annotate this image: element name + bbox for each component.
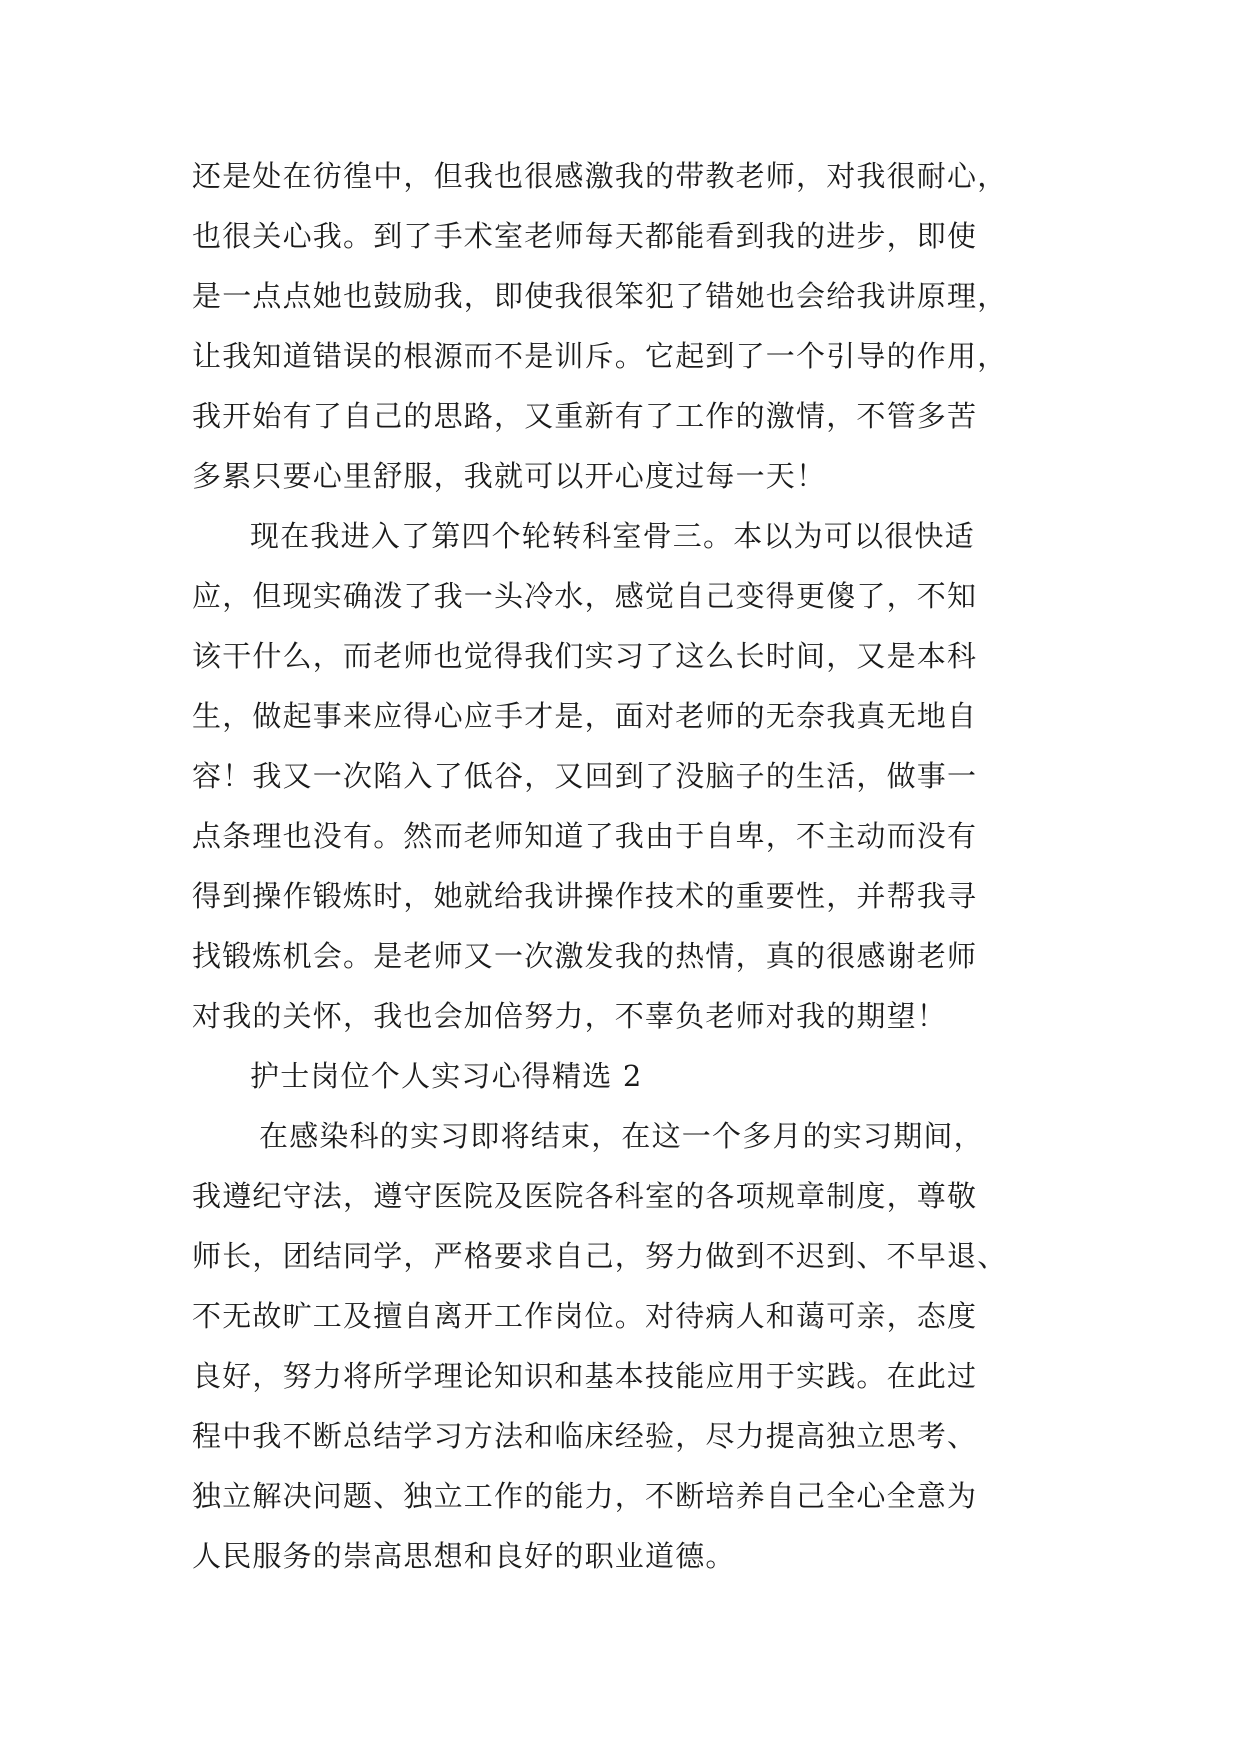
body-text: [192, 156, 1092, 1596]
text-line: 该干什么，而老师也觉得我们实习了这么长时间，又是本科: [192, 639, 978, 673]
text-line: 良好，努力将所学理论知识和基本技能应用于实践。在此过: [192, 1359, 978, 1393]
text-line: 对我的关怀，我也会加倍努力，不辜负老师对我的期望！: [192, 999, 948, 1033]
text-line: 应，但现实确泼了我一头冷水，感觉自己变得更傻了，不知: [192, 579, 978, 613]
section-heading: 护士岗位个人实习心得精选 2: [250, 1059, 643, 1093]
text-line: 师长，团结同学，严格要求自己，努力做到不迟到、不早退、: [192, 1239, 1008, 1273]
text-line: 多累只要心里舒服，我就可以开心度过每一天！: [192, 459, 827, 493]
text-line: 找锻炼机会。是老师又一次激发我的热情，真的很感谢老师: [192, 939, 978, 973]
text-line: 点条理也没有。然而老师知道了我由于自卑，不主动而没有: [192, 819, 978, 853]
text-line: 人民服务的崇高思想和良好的职业道德。: [192, 1539, 736, 1573]
text-line: 我开始有了自己的思路，又重新有了工作的激情，不管多苦: [192, 399, 978, 433]
text-line: 我遵纪守法，遵守医院及医院各科室的各项规章制度，尊敬: [192, 1179, 978, 1213]
text-line: 也很关心我。到了手术室老师每天都能看到我的进步，即使: [192, 219, 978, 253]
paragraph-start-line: 现在我进入了第四个轮转科室骨三。本以为可以很快适: [250, 519, 975, 553]
text-line: 生，做起事来应得心应手才是，面对老师的无奈我真无地自: [192, 699, 978, 733]
text-line: 不无故旷工及擅自离开工作岗位。对待病人和蔼可亲，态度: [192, 1299, 978, 1333]
text-line: 程中我不断总结学习方法和临床经验，尽力提高独立思考、: [192, 1419, 978, 1453]
text-line: 还是处在彷徨中，但我也很感激我的带教老师，对我很耐心，: [192, 159, 1008, 193]
text-line: 容！我又一次陷入了低谷，又回到了没脑子的生活，做事一: [192, 759, 978, 793]
paragraph-start-line: 在感染科的实习即将结束，在这一个多月的实习期间，: [259, 1119, 984, 1153]
text-line: 是一点点她也鼓励我，即使我很笨犯了错她也会给我讲原理，: [192, 279, 1008, 313]
text-line: 得到操作锻炼时，她就给我讲操作技术的重要性，并帮我寻: [192, 879, 978, 913]
text-line: 让我知道错误的根源而不是训斥。它起到了一个引导的作用，: [192, 339, 1008, 373]
text-line: 独立解决问题、独立工作的能力，不断培养自己全心全意为: [192, 1479, 978, 1513]
